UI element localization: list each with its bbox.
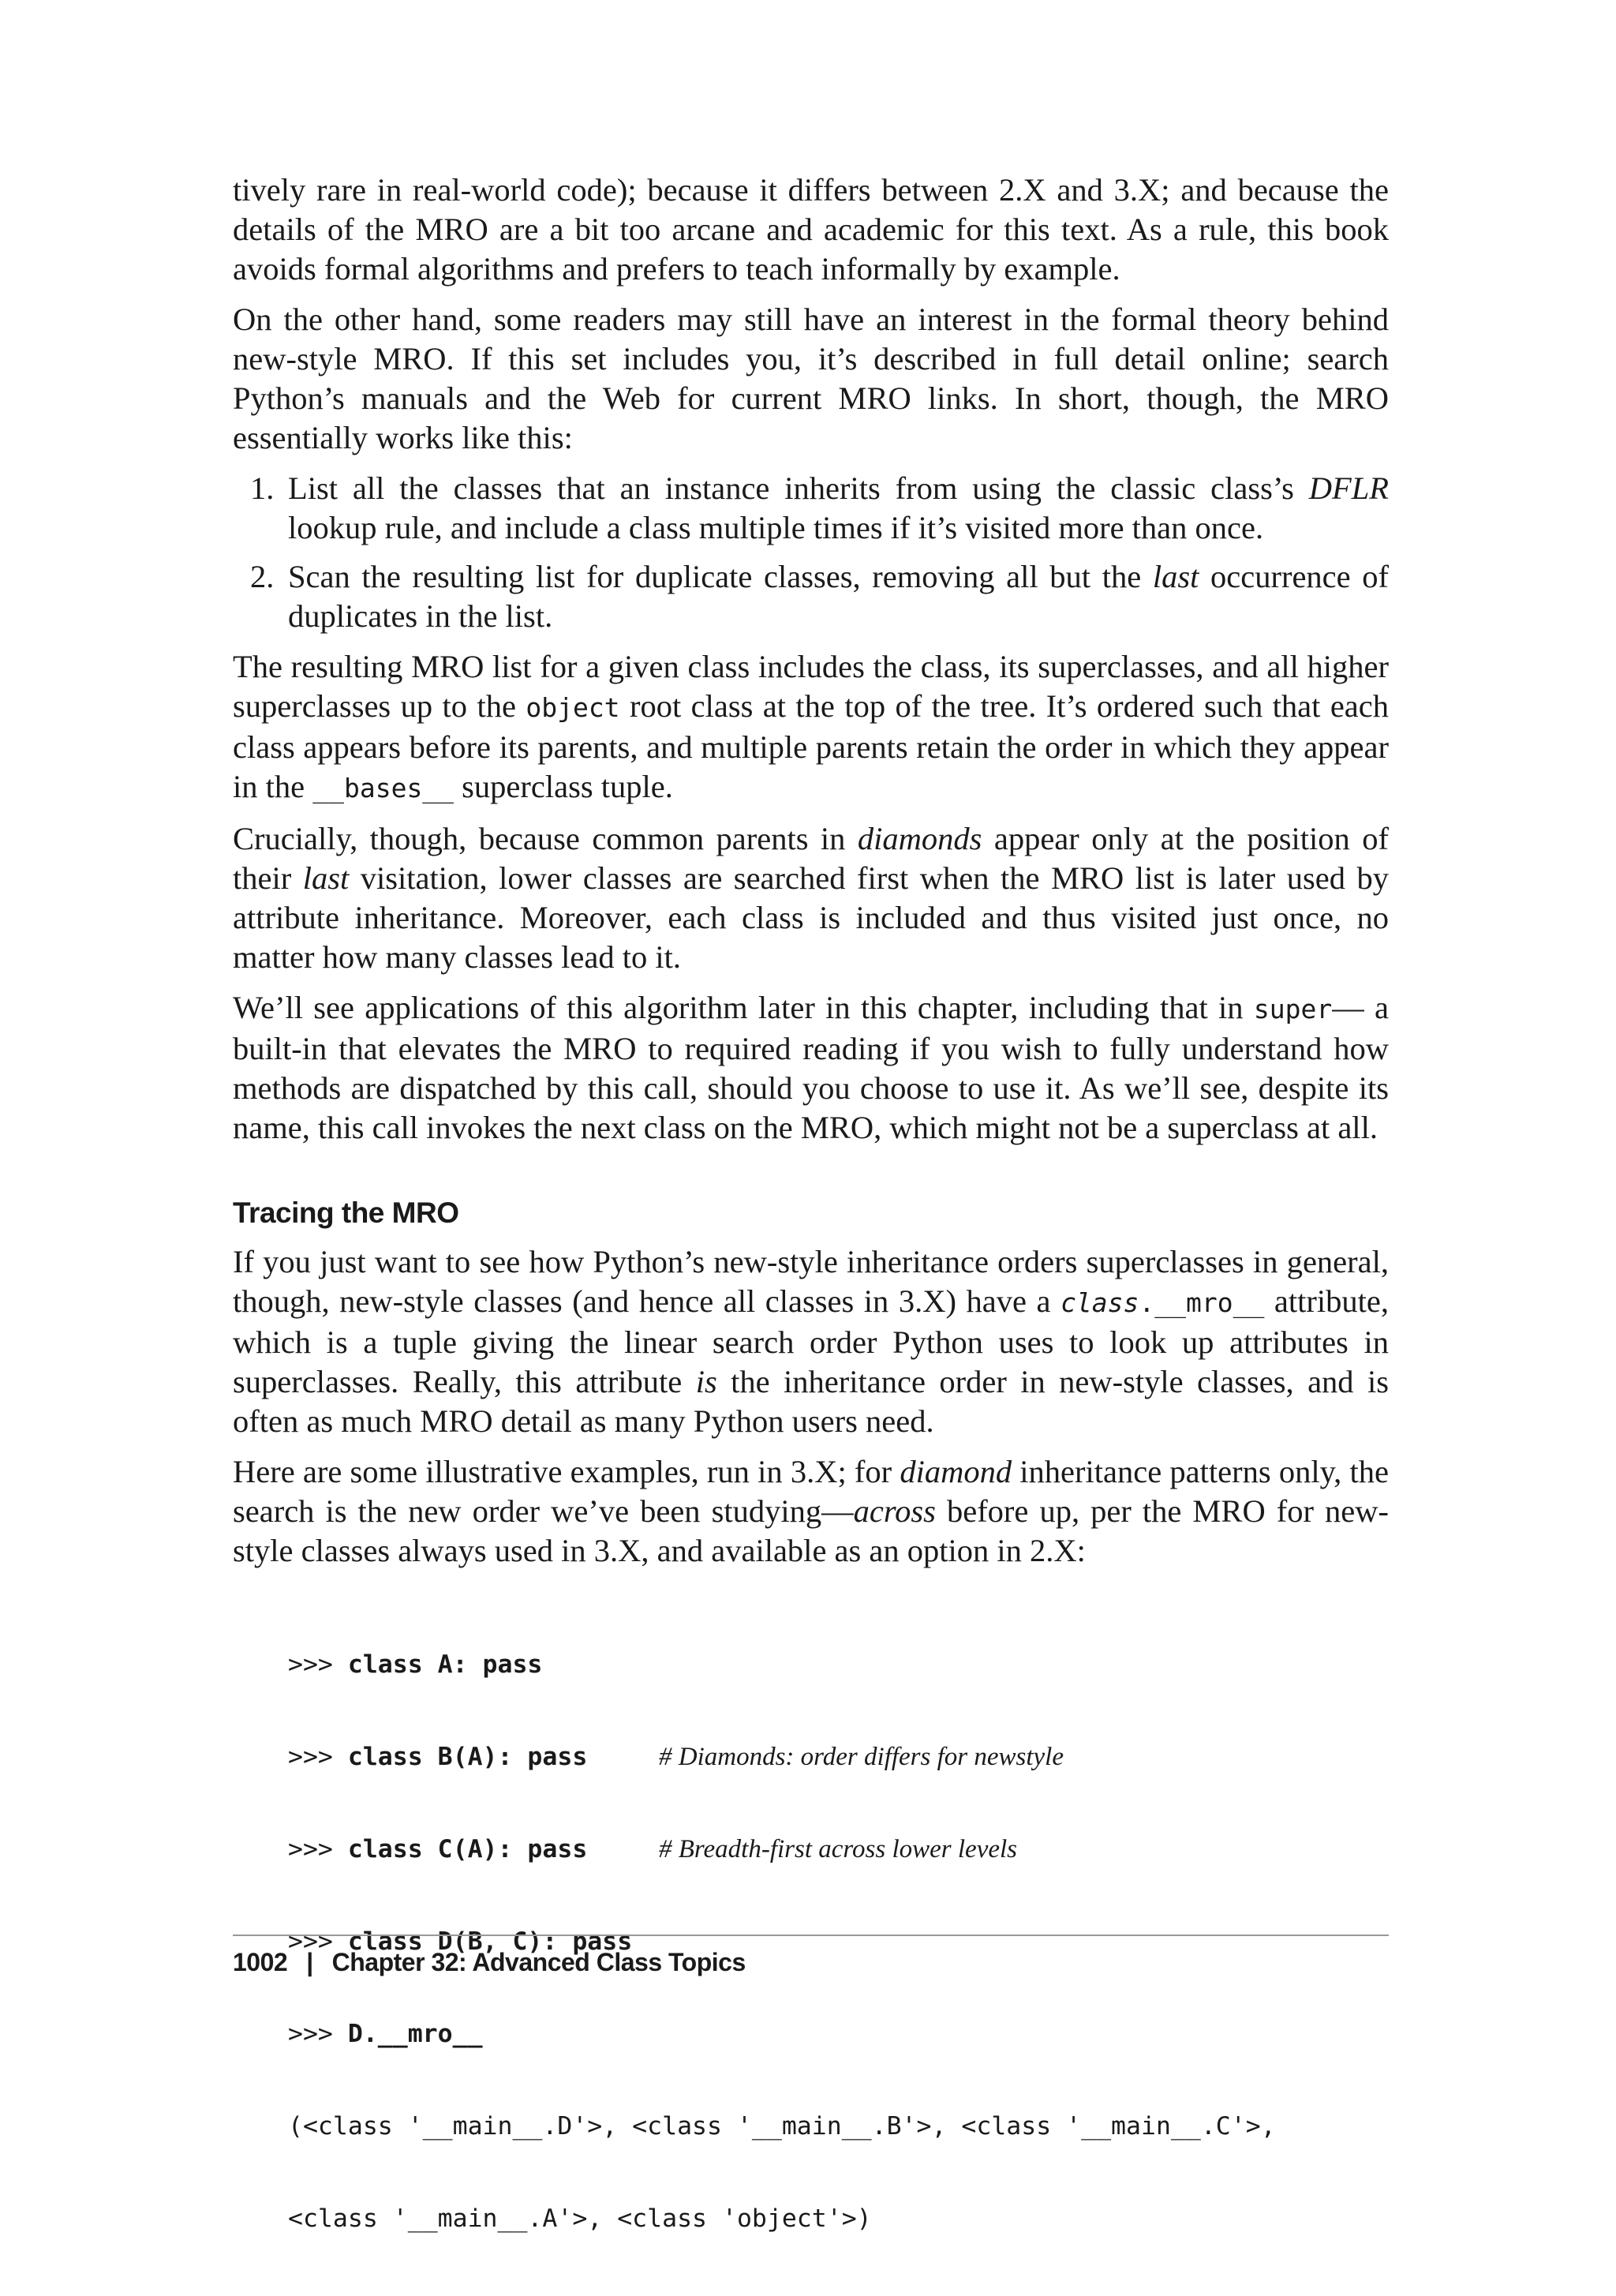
paragraph-4: Crucially, though, because common parents in diamonds appear only at the position of their last visitation, lower classes are searched first when the MRO list is later used by attribute inheritance. Moreover, each class is included and thus visited just once, no matter how many classes lead to it. — [233, 821, 1390, 975]
footer-divider — [233, 1935, 1389, 1936]
inline-code: __bases__ — [312, 773, 454, 803]
paragraph-5: We’ll see applications of this algorithm later in this chapter, including that in super— a built-in that elevates the MRO to required reading if you wish to fully understand how methods are dispatched by this call, should you choose to use it. As we’ll see, despite its name, this call invokes the next class on the MRO, which might not be a superclass at all. — [233, 990, 1389, 1145]
emphasis: last — [1152, 559, 1199, 594]
emphasis: is — [695, 1364, 717, 1399]
footer-separator: | — [306, 1948, 313, 1976]
emphasis: last — [302, 860, 350, 896]
code-line: >>> class D(B, C): pass — [288, 1927, 633, 1956]
paragraph-7: Here are some illustrative examples, run in 3.X; for diamond inheritance patterns only, the search is the new order we’ve been studying—across before up, per the MRO for new-style classes always used in 3.X, and available as an option in 2.X: — [233, 1454, 1389, 1568]
code-comment: # Diamonds: order differs for newstyle — [659, 1743, 1064, 1771]
page-number: 1002 — [233, 1948, 288, 1976]
list-item-number: 2. — [250, 559, 275, 594]
list-item: 2. Scan the resulting list for duplicate classes, removing all but the last occurrence of duplicates in the list. — [250, 559, 1390, 634]
section-heading: Tracing the MRO — [233, 1197, 459, 1229]
paragraph-2: On the other hand, some readers may still have an interest in the formal theory behind new-style MRO. If this set includes you, it’s described in full detail online; search Python’s manuals and the Web for current MRO links. In short, though, the MRO essentially works like this: — [233, 302, 1389, 455]
code-output-line: (<class '__main__.D'>, <class '__main__.B'>, <class '__main__.C'>, — [288, 2112, 1276, 2141]
emphasis: diamonds — [857, 821, 982, 856]
emphasis: across — [853, 1493, 936, 1529]
inline-code: class.__mro__ — [1060, 1287, 1265, 1318]
chapter-title: Chapter 32: Advanced Class Topics — [331, 1948, 746, 1976]
mro-steps-list — [233, 469, 1389, 636]
code-output-line: <class '__main__.A'>, <class 'object'>) — [288, 2204, 872, 2233]
paragraph-1: tively rare in real-world code); because it differs between 2.X and 3.X; and because the details of the MRO are a bit too arcane and academic for this text. As a rule, this book avoids formal algorithms and prefers to teach informally by example. — [233, 172, 1389, 287]
code-line: >>> class C(A): pass # Breadth-first across lower levels — [288, 1835, 1018, 1863]
code-line: >>> class A: pass — [288, 1650, 543, 1679]
code-line: >>> D.__mro__ — [288, 2020, 483, 2048]
paragraph-6: If you just want to see how Python’s new-style inheritance orders superclasses in general, though, new-style classes (and hence all classes in 3.X) have a class.__mro__ attribute, which is a tuple giving the linear search order Python uses to look up attributes in superclasses. Really, this attribute is the inheritance order in new-style classes, and is often as much MRO detail as many Python users need. — [233, 1244, 1389, 1439]
emphasis: DFLR — [1308, 470, 1389, 506]
inline-code: super — [1253, 994, 1333, 1024]
list-item: 1. List all the classes that an instance inherits from using the classic class’s DFLR lookup rule, and include a class multiple times if it’s visited more than once. — [250, 470, 1389, 545]
code-comment: # Breadth-first across lower levels — [659, 1835, 1018, 1863]
inline-code: object — [526, 692, 620, 723]
code-listing — [288, 1588, 1389, 2296]
page-footer — [233, 1943, 746, 1981]
paragraph-3: The resulting MRO list for a given class includes the class, its superclasses, and all higher superclasses up to the object root class at the top of the tree. It’s ordered such that each class appears before its parents, and multiple parents retain the order in which they appear in the __bases__ superclass tuple. — [233, 649, 1390, 804]
list-item-number: 1. — [250, 470, 275, 506]
code-line: >>> class B(A): pass # Diamonds: order differs for newstyle — [288, 1743, 1064, 1771]
emphasis: diamond — [900, 1454, 1012, 1489]
